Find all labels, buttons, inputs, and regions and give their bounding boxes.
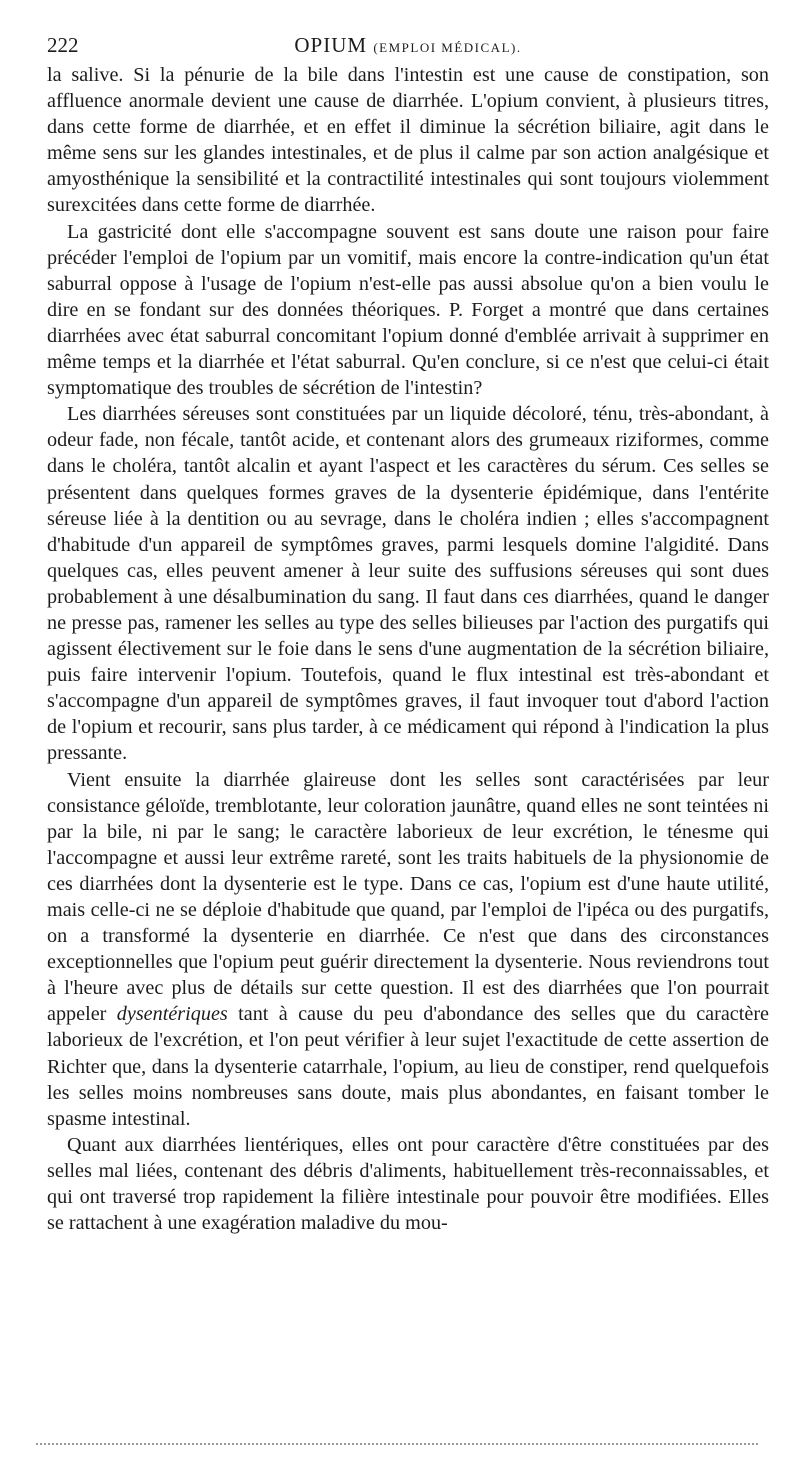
page-number: 222 — [47, 33, 79, 57]
paragraph-text-part: tant à cause du peu d'abondance des selles que du caractère laborieux de l'excrétion, et l'on peut vérifier à leur sujet l'exactitude de cette assertion de Richter que, dans la dysenterie catarrhale, l'opium, au lieu de constiper, rend quelquefois les selles moins nombreuses sans doute, mais plus abondantes, en faisant tomber le spasme intestinal. — [47, 1003, 770, 1130]
running-title-main: OPIUM — [294, 33, 368, 57]
paragraph-continuation: la salive. Si la pénurie de la bile dans l'intestin est une cause de constipation, son affluence anormale devient une cause de diarrhée. L'opium convient, à plusieurs titres, dans cette forme de diarrhée, et en effet il diminue la sécrétion biliaire, agit dans le même sens sur les glandes intestinales, et de plus il calme par son action analgésique et amyosthénique la sensibilité et la contractilité intestinales qui sont toujours violemment surexcitées dans cette forme de diarrhée. — [47, 64, 769, 217]
book-page — [47, 30, 769, 1236]
paragraph-diarrhee-glaireuse — [47, 767, 769, 1132]
paragraph-gastricite: La gastricité dont elle s'accompagne souvent est sans doute une raison pour faire précéder l'emploi de l'opium par un vomitif, mais encore la contre-indication qu'un état saburral oppose à l'usage de l'opium n'est-elle pas aussi absolue qu'on a bien voulu le dire en se fondant sur des données théoriques. P. Forget a montré que dans certaines diarrhées avec état saburral concomitant l'opium donné d'emblée arrivait à supprimer en même temps et la diarrhée et l'état saburral. Qu'en conclure, si ce n'est que celui-ci était symptomatique des troubles de sécrétion de l'intestin? — [47, 220, 769, 400]
running-head — [47, 30, 769, 60]
paragraph-text-part: Vient ensuite la diarrhée glaireuse dont les selles sont caractérisées par leur consistance géloïde, tremblotante, leur coloration jaunâtre, quand elles ne sont teintées ni par la bile, ni par le sang; le caractère laborieux de leur excrétion, le ténesme qui l'accompagne et aussi leur extrême rareté, sont les traits habituels de la physionomie de ces diarrhées dont la dysenterie est le type. Dans ce cas, l'opium est d'une haute utilité, mais celle-ci ne se déploie d'habitude que quand, par l'emploi de l'ipéca ou des purgatifs, on a transformé la dysenterie en diarrhée. Ce n'est que dans des circonstances exceptionnelles que l'opium peut guérir directement la dysenterie. Nous reviendrons tout à l'heure avec plus de détails sur cette question. Il est des diarrhées que l'on pourrait appeler — [47, 768, 769, 1026]
body-text — [47, 62, 769, 1236]
running-title — [47, 30, 769, 63]
paragraph-diarrhees-sereuses: Les diarrhées séreuses sont constituées par un liquide décoloré, ténu, très-abondant, à odeur fade, non fécale, tantôt acide, et contenant alors des grumeaux riziformes, comme dans le choléra, tantôt alcalin et ayant l'aspect et les caractères du sérum. Ces selles se présentent dans quelques formes graves de la dysenterie épidémique, dans l'entérite séreuse liée à la dentition ou au sevrage, dans le choléra indien ; elles s'accompagnent d'habitude d'un appareil de symptômes graves, parmi lesquels domine l'algidité. Dans quelques cas, elles peuvent amener à leur suite des suffusions séreuses qui sont dues probablement à une désalbumination du sang. Il faut dans ces diarrhées, quand le danger ne presse pas, ramener les selles au type des selles bilieuses par l'action des purgatifs qui agissent électivement sur le foie dans le sens d'une augmentation de la sécrétion biliaire, puis faire intervenir l'opium. Toutefois, quand le flux intestinal est très-abondant et s'accompagne d'un appareil de symptômes graves, il faut invoquer tout d'abord l'action de l'opium et recourir, sans plus tarder, à ce médicament qui répond à l'indication la plus pressante. — [47, 403, 769, 765]
running-title-subtitle: (EMPLOI MÉDICAL). — [373, 40, 522, 55]
footer-dotted-rule — [36, 1443, 758, 1445]
paragraph-diarrhees-lienteriques: Quant aux diarrhées lientériques, elles ont pour caractère d'être constituées par des selles mal liées, contenant des débris d'aliments, habituellement très-reconnaissables, et qui ont traversé trop rapidement la filière intestinale pour pouvoir être modifiées. Elles se rattachent à une exagération maladive du mou- — [47, 1133, 769, 1235]
italic-term: dysentériques — [116, 1003, 228, 1026]
